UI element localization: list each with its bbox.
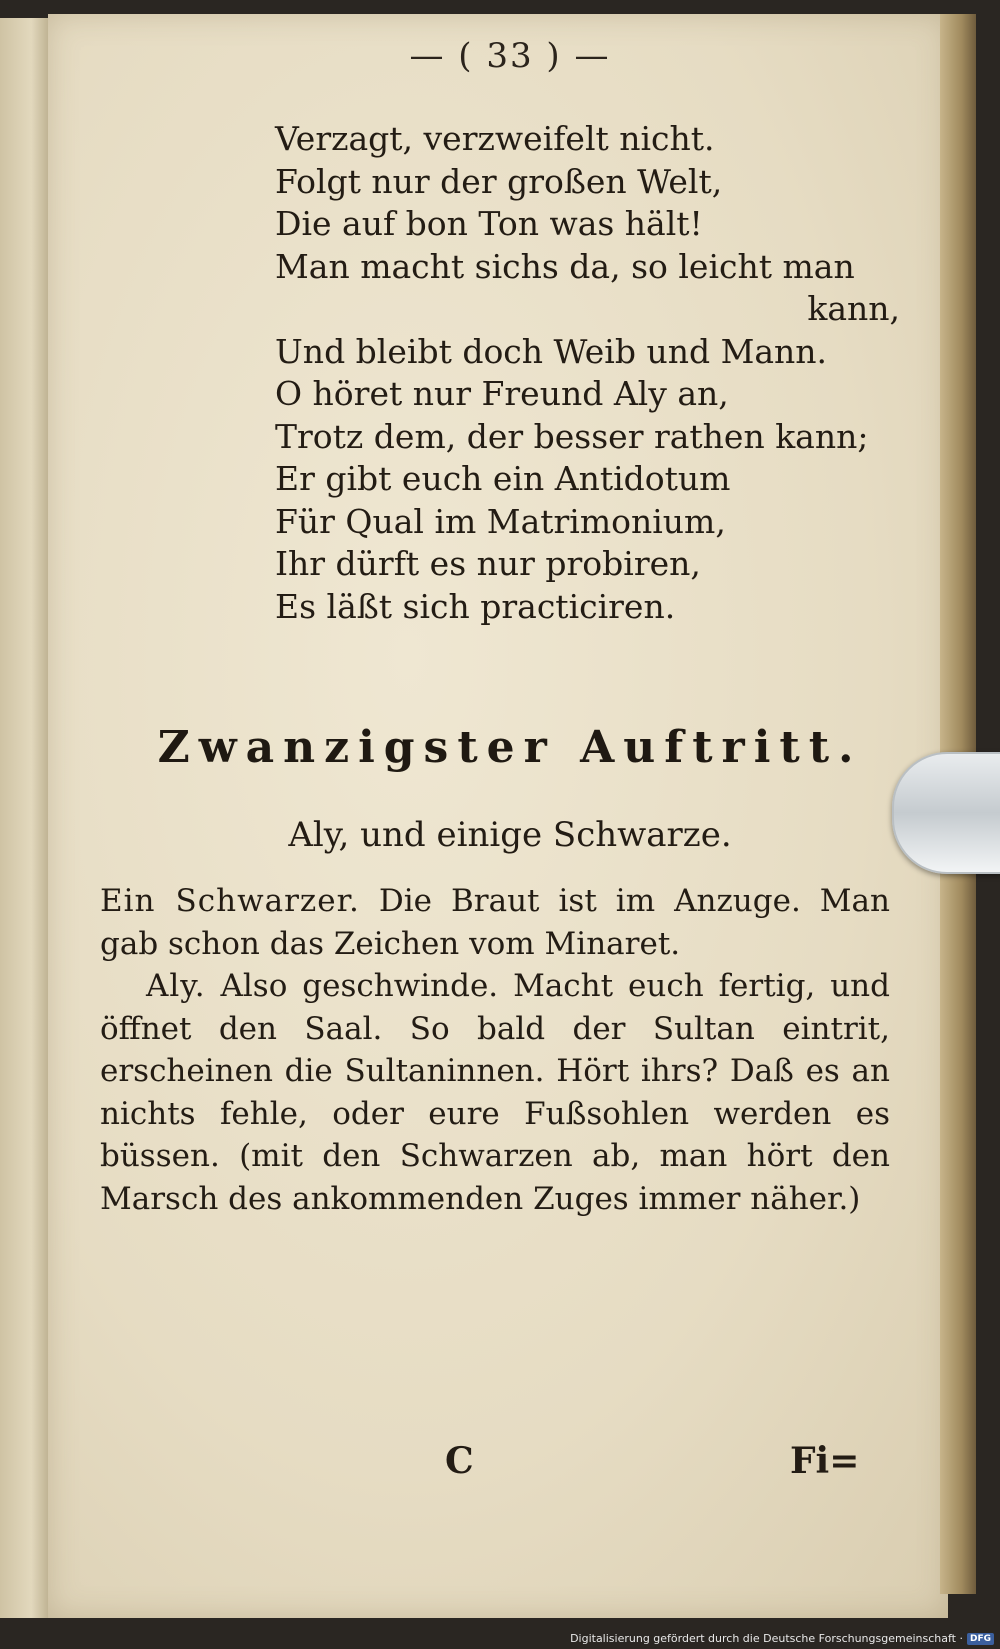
footer-credit bbox=[570, 1632, 994, 1645]
footer-text: Digitalisierung gefördert durch die Deutsche Forschungsgemeinschaft · bbox=[570, 1632, 963, 1645]
speech-text: Also geschwinde. Macht euch fertig, und öffnet den Saal. So bald der Sultan eintrit, erscheinen die Sultaninnen. Hört ihrs? Daß es an nichts fehle, oder eure Fußsohlen werden es büssen. (mit den Schwarzen ab, man hört den Marsch des ankommenden Zuges immer näher.) bbox=[100, 968, 890, 1217]
poem bbox=[275, 118, 900, 628]
poem-line: Verzagt, verzweifelt nicht. bbox=[275, 119, 715, 158]
catchword: Fi= bbox=[790, 1440, 860, 1482]
dialogue-paragraph bbox=[100, 880, 890, 965]
poem-line-continuation: kann, bbox=[807, 289, 900, 328]
page-clip bbox=[892, 752, 1000, 874]
poem-line: Folgt nur der großen Welt, bbox=[275, 161, 723, 201]
page-number: — ( 33 ) — bbox=[409, 36, 611, 76]
poem-line: Trotz dem, der besser rathen kann; bbox=[275, 416, 869, 456]
poem-line: O höret nur Freund Aly an, bbox=[275, 374, 729, 413]
scene-heading: Zwanzigster Auftritt. bbox=[157, 722, 863, 773]
signature-mark: C bbox=[445, 1440, 474, 1482]
poem-line: Ihr dürft es nur probiren, bbox=[275, 544, 701, 583]
facing-page-edge bbox=[0, 18, 52, 1618]
poem-line: Und bleibt doch Weib und Mann. bbox=[275, 331, 828, 371]
speech-text: Die Braut ist im Anzuge. Man gab schon das Zeichen vom Minaret. bbox=[100, 883, 890, 962]
scene-characters: Aly, und einige Schwarze. bbox=[288, 815, 732, 855]
poem-line: Er gibt euch ein Antidotum bbox=[275, 459, 731, 498]
dialogue-paragraph bbox=[100, 965, 890, 1220]
poem-line: Die auf bon Ton was hält! bbox=[275, 204, 703, 243]
dialogue bbox=[100, 880, 890, 1220]
dfg-logo: DFG bbox=[967, 1633, 994, 1645]
poem-line: Für Qual im Matrimonium, bbox=[275, 501, 726, 541]
speaker-name: Aly. bbox=[146, 968, 206, 1004]
poem-line: Man macht sichs da, so leicht man bbox=[275, 246, 855, 286]
speaker-name: Ein Schwarzer. bbox=[100, 883, 360, 919]
poem-line: Es läßt sich practiciren. bbox=[275, 586, 676, 626]
